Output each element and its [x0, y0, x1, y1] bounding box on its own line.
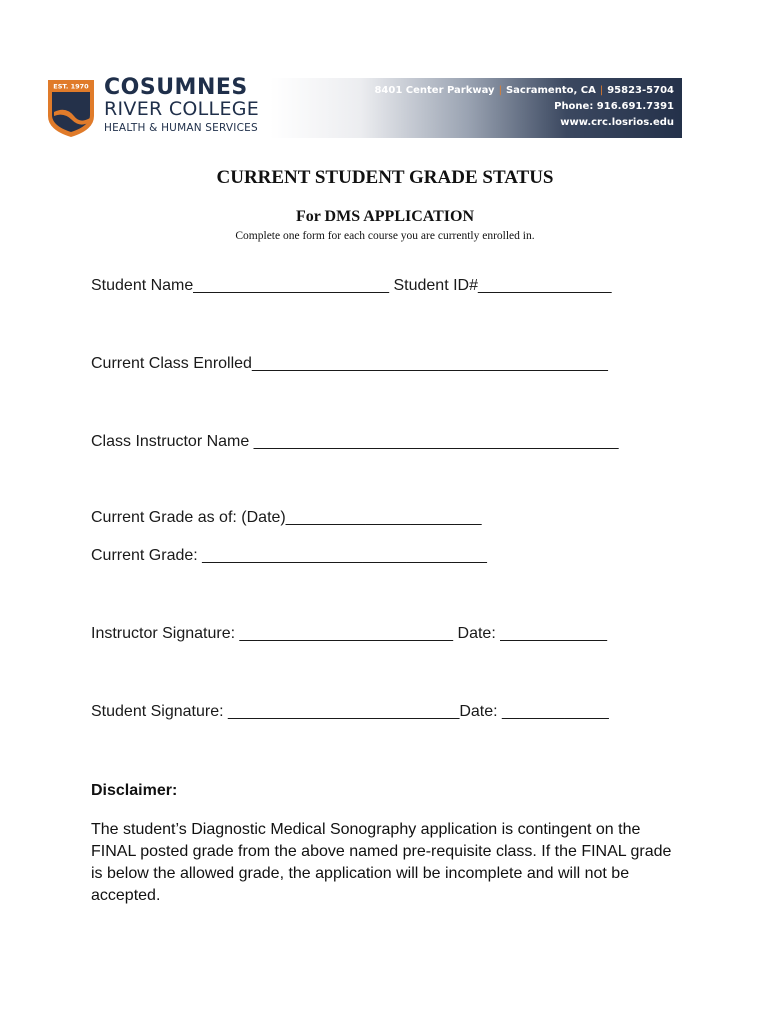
student-name-field[interactable]: Student Name______________________ Student ID#_______________	[91, 277, 612, 294]
website: www.crc.losrios.edu	[560, 117, 674, 128]
city: Sacramento, CA	[505, 85, 596, 96]
seal-text: EST. 1970	[53, 82, 89, 91]
disclaimer-heading: Disclaimer:	[91, 782, 178, 799]
brand-line-2: RIVER COLLEGE	[104, 98, 260, 120]
brand-line-3: HEALTH & HUMAN SERVICES	[104, 122, 258, 134]
form-subtitle: For DMS APPLICATION	[295, 208, 475, 225]
current-grade-field[interactable]: Current Grade: ________________________________	[91, 547, 487, 564]
zip: 95823-5704	[607, 85, 674, 96]
current-class-field[interactable]: Current Class Enrolled________________________________________	[91, 355, 608, 372]
student-signature-field[interactable]: Student Signature: __________________________Date: ____________	[91, 703, 609, 720]
college-seal-logo	[46, 78, 96, 138]
brand-line-1: COSUMNES	[104, 75, 248, 100]
letterhead	[46, 76, 682, 138]
disclaimer-text: The student’s Diagnostic Medical Sonography application is contingent on the FINAL posted grade from the above named pre-requisite class. If the FINAL grade is below the allowed grade, the application will be incomplete and will not be accepted.	[91, 821, 672, 904]
contact-banner	[270, 78, 682, 138]
instructor-name-field[interactable]: Class Instructor Name _________________________________________	[91, 433, 619, 450]
phone: Phone: 916.691.7391	[554, 101, 674, 112]
contact-info: 8401 Center Parkway | Sacramento, CA | 95823-5704 Phone: 916.691.7391 www.crc.losrios.edu	[374, 83, 674, 131]
form-title: CURRENT STUDENT GRADE STATUS	[216, 167, 554, 188]
instructor-signature-field[interactable]: Instructor Signature: ________________________ Date: ____________	[91, 625, 607, 642]
grade-date-field[interactable]: Current Grade as of: (Date)______________________	[91, 509, 482, 526]
address: 8401 Center Parkway	[374, 85, 495, 96]
form-instruction: Complete one form for each course you are currently enrolled in.	[235, 230, 535, 242]
